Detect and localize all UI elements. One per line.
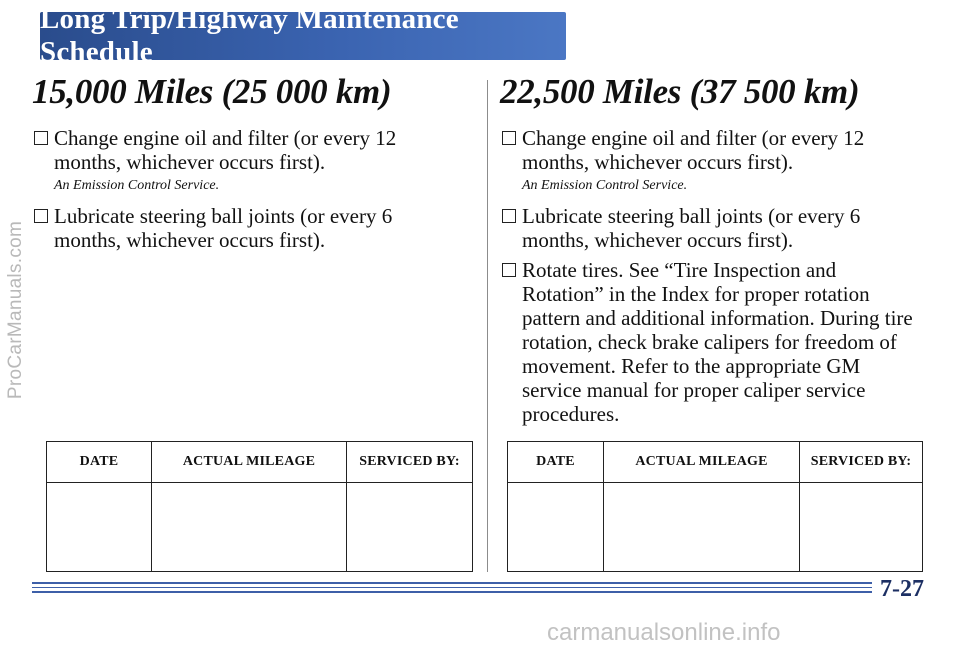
header-banner xyxy=(40,3,566,68)
serviced-by-cell xyxy=(347,483,473,572)
left-item-1-text: Change engine oil and filter (or every 12 months, whichever occurs first). xyxy=(54,126,397,174)
right-item-1 xyxy=(500,126,902,174)
date-cell xyxy=(508,483,604,572)
left-column xyxy=(32,72,472,252)
column-divider xyxy=(487,80,488,572)
right-item-2 xyxy=(500,204,902,252)
right-heading: 22,500 Miles (37 500 km) xyxy=(500,72,860,111)
date-header: DATE xyxy=(508,442,604,483)
left-heading: 15,000 Miles (25 000 km) xyxy=(32,72,392,111)
table-row xyxy=(508,483,923,572)
right-service-log-table xyxy=(507,441,923,572)
actual-mileage-cell xyxy=(152,483,347,572)
table-row xyxy=(47,483,473,572)
serviced-by-header: SERVICED BY: xyxy=(347,442,473,483)
right-item-1-text: Change engine oil and filter (or every 12 months, whichever occurs first). xyxy=(522,126,865,174)
checkbox-icon xyxy=(34,131,48,145)
serviced-by-cell xyxy=(800,483,923,572)
checkbox-icon xyxy=(34,209,48,223)
footer-watermark: carmanualsonline.info xyxy=(547,619,781,646)
checkbox-icon xyxy=(502,263,516,277)
actual-mileage-header: ACTUAL MILEAGE xyxy=(152,442,347,483)
left-item-1 xyxy=(32,126,434,174)
date-cell xyxy=(47,483,152,572)
serviced-by-header: SERVICED BY: xyxy=(800,442,923,483)
left-item-2-text: Lubricate steering ball joints (or every 6 months, whichever occurs first). xyxy=(54,204,393,252)
footer-rule xyxy=(32,582,872,606)
checkbox-icon xyxy=(502,131,516,145)
right-item-3-text: Rotate tires. See “Tire Inspection and Rotation” in the Index for proper rotation pattern and additional information. During tire rotation, check brake calipers for freedom of movement. Refer to the appropriate GM service manual for proper caliper service procedures. xyxy=(522,258,913,426)
left-item-1-note: An Emission Control Service. xyxy=(54,178,220,193)
actual-mileage-cell xyxy=(604,483,800,572)
side-watermark xyxy=(6,150,26,470)
table-header-row xyxy=(47,442,473,483)
right-column xyxy=(500,72,930,426)
right-item-1-note: An Emission Control Service. xyxy=(522,178,688,193)
page-title: Long Trip/Highway Maintenance Schedule xyxy=(40,3,459,68)
table-header-row xyxy=(508,442,923,483)
left-service-log-table xyxy=(46,441,473,572)
right-item-2-text: Lubricate steering ball joints (or every 6 months, whichever occurs first). xyxy=(522,204,861,252)
actual-mileage-header: ACTUAL MILEAGE xyxy=(604,442,800,483)
checkbox-icon xyxy=(502,209,516,223)
date-header: DATE xyxy=(47,442,152,483)
left-item-2 xyxy=(32,204,444,252)
page-number: 7-27 xyxy=(880,576,924,602)
side-watermark-text: ProCarManuals.com xyxy=(5,220,26,400)
right-item-3 xyxy=(500,258,922,426)
